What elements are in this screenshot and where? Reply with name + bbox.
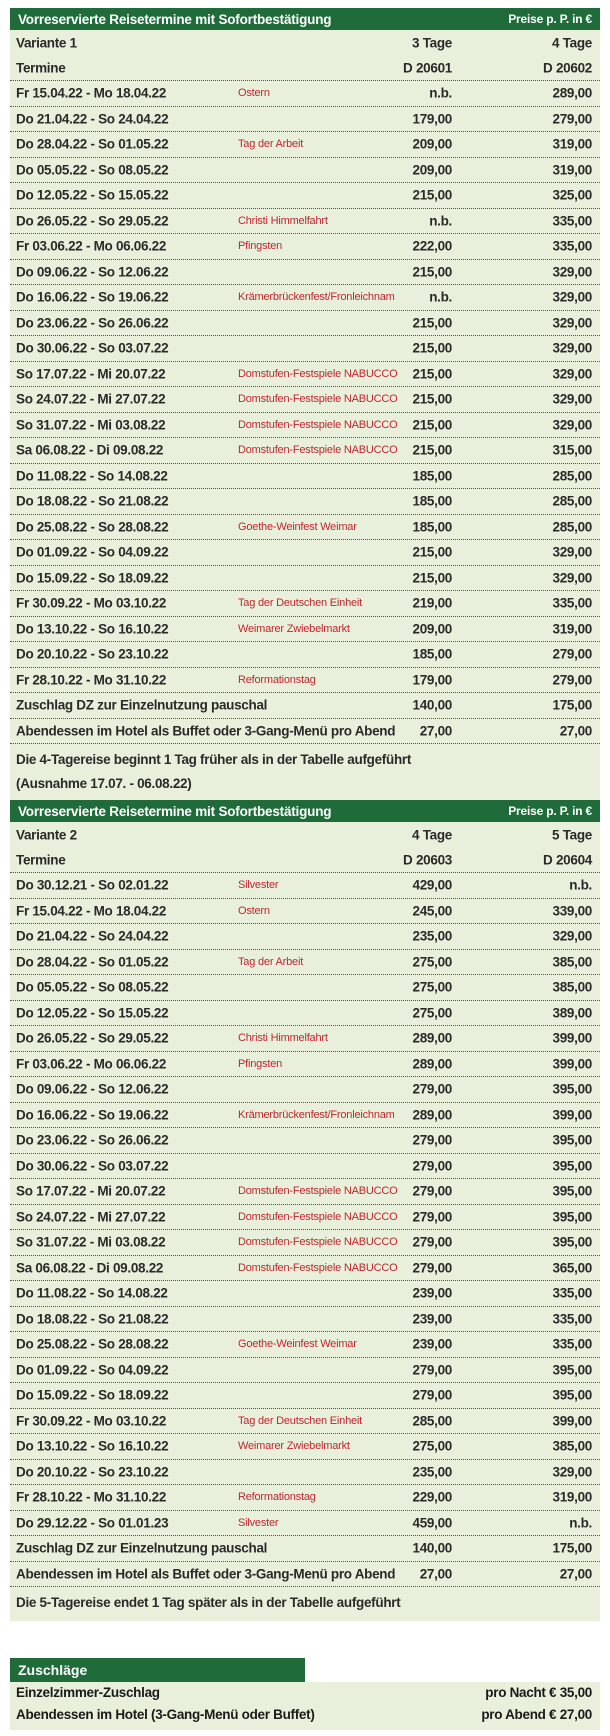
note-line-1: Die 4-Tagereise beginnt 1 Tag früher als in der Tabelle aufgeführt — [16, 752, 412, 767]
termine-table-variante-1 — [10, 8, 600, 802]
col1-label: 3 Tage — [412, 35, 452, 51]
extra-row — [10, 1536, 600, 1562]
table-header — [10, 800, 600, 822]
extra-row — [10, 719, 600, 745]
date-row — [10, 387, 600, 413]
event-label: Domstufen-Festspiele NABUCCO — [238, 444, 398, 457]
price-col2: 395,00 — [552, 1234, 592, 1250]
table-title: Vorreservierte Reisetermine mit Sofortbestätigung — [18, 11, 332, 27]
date-row — [10, 1205, 600, 1231]
date-row — [10, 1409, 600, 1435]
event-label: Ostern — [238, 904, 270, 917]
price-col1: 215,00 — [412, 391, 452, 407]
date-row — [10, 899, 600, 925]
note-line-2: (Ausnahme 17.07. - 06.08.22) — [16, 776, 192, 791]
termine-label: Termine — [16, 852, 66, 868]
date-range: Fr 30.09.22 - Mo 03.10.22 — [16, 595, 167, 611]
event-label: Christi Himmelfahrt — [238, 214, 328, 227]
date-range: So 31.07.22 - Mi 03.08.22 — [16, 417, 166, 433]
table-title: Vorreservierte Reisetermine mit Sofortbestätigung — [18, 803, 332, 819]
date-row — [10, 1026, 600, 1052]
price-col1: 285,00 — [412, 1413, 452, 1429]
variant-row — [10, 30, 600, 56]
price-col2: 329,00 — [552, 1464, 592, 1480]
price-col2: 385,00 — [552, 979, 592, 995]
event-label: Tag der Arbeit — [238, 955, 304, 968]
date-row — [10, 1485, 600, 1511]
date-range: Do 29.12.22 - So 01.01.23 — [16, 1515, 169, 1531]
date-range: Do 11.08.22 - So 14.08.22 — [16, 468, 168, 484]
price-col1: 215,00 — [412, 340, 452, 356]
price-col2: 395,00 — [552, 1132, 592, 1148]
price-col1: n.b. — [429, 85, 452, 101]
extra-label: Abendessen im Hotel als Buffet oder 3-Gang-Menü pro Abend — [16, 723, 396, 739]
date-range: Do 01.09.22 - So 04.09.22 — [16, 1362, 169, 1378]
date-row — [10, 362, 600, 388]
date-range: Do 16.06.22 - So 19.06.22 — [16, 289, 169, 305]
price-col1: 279,00 — [412, 1158, 452, 1174]
price-col1: 235,00 — [412, 1464, 452, 1480]
date-range: Do 25.08.22 - So 28.08.22 — [16, 1336, 169, 1352]
date-range: Do 16.06.22 - So 19.06.22 — [16, 1107, 169, 1123]
date-row — [10, 1179, 600, 1205]
price-col1: 27,00 — [419, 723, 452, 739]
event-label: Krämerbrückenfest/Fronleichnam — [238, 291, 395, 304]
date-row — [10, 1077, 600, 1103]
price-col1: 459,00 — [412, 1515, 452, 1531]
price-col2: 329,00 — [552, 264, 592, 280]
price-col2: 335,00 — [552, 238, 592, 254]
note-line-1: Die 5-Tagereise endet 1 Tag später als in der Tabelle aufgeführt — [16, 1595, 401, 1610]
date-row — [10, 1434, 600, 1460]
date-range: Do 28.04.22 - So 01.05.22 — [16, 954, 169, 970]
zuschlag-label: Einzelzimmer-Zuschlag — [16, 1685, 160, 1700]
date-row — [10, 260, 600, 286]
date-row — [10, 566, 600, 592]
col1-code: D 20603 — [403, 852, 452, 868]
col2-label: 5 Tage — [552, 827, 592, 843]
date-row — [10, 336, 600, 362]
date-range: Do 09.06.22 - So 12.06.22 — [16, 1081, 169, 1097]
date-range: So 24.07.22 - Mi 27.07.22 — [16, 1209, 166, 1225]
price-col1: 289,00 — [412, 1030, 452, 1046]
price-col1: 27,00 — [419, 1566, 452, 1582]
event-label: Reformationstag — [238, 673, 316, 686]
price-col1: 279,00 — [412, 1209, 452, 1225]
col1-code: D 20601 — [403, 60, 452, 76]
price-col1: 275,00 — [412, 979, 452, 995]
price-col2: 335,00 — [552, 595, 592, 611]
date-range: So 17.07.22 - Mi 20.07.22 — [16, 366, 166, 382]
date-range: Do 30.06.22 - So 03.07.22 — [16, 1158, 169, 1174]
date-row — [10, 975, 600, 1001]
date-row — [10, 209, 600, 235]
date-range: Do 28.04.22 - So 01.05.22 — [16, 136, 169, 152]
date-range: Do 21.04.22 - So 24.04.22 — [16, 928, 169, 944]
zuschlag-value: pro Abend € 27,00 — [481, 1707, 592, 1722]
table-header — [10, 8, 600, 30]
termine-row — [10, 848, 600, 874]
price-col2: 399,00 — [552, 1107, 592, 1123]
price-col2: 285,00 — [552, 468, 592, 484]
date-row — [10, 1383, 600, 1409]
price-col1: 215,00 — [412, 417, 452, 433]
event-label: Krämerbrückenfest/Fronleichnam — [238, 1108, 395, 1121]
price-col1: 215,00 — [412, 264, 452, 280]
price-col1: 289,00 — [412, 1056, 452, 1072]
price-col2: 315,00 — [552, 442, 592, 458]
price-col2: 285,00 — [552, 493, 592, 509]
date-row — [10, 81, 600, 107]
price-col2: 319,00 — [552, 136, 592, 152]
price-col1: n.b. — [429, 213, 452, 229]
date-range: Do 13.10.22 - So 16.10.22 — [16, 621, 169, 637]
price-col2: 395,00 — [552, 1209, 592, 1225]
zuschlag-value: pro Nacht € 35,00 — [485, 1685, 592, 1700]
event-label: Domstufen-Festspiele NABUCCO — [238, 393, 398, 406]
price-col1: 209,00 — [412, 162, 452, 178]
event-label: Tag der Deutschen Einheit — [238, 597, 363, 610]
price-note: Preise p. P. in € — [508, 12, 592, 26]
price-col2: 385,00 — [552, 1438, 592, 1454]
event-label: Silvester — [238, 1516, 279, 1529]
event-label: Tag der Arbeit — [238, 138, 304, 151]
price-col2: 395,00 — [552, 1362, 592, 1378]
date-range: So 24.07.22 - Mi 27.07.22 — [16, 391, 166, 407]
date-range: Do 20.10.22 - So 23.10.22 — [16, 646, 169, 662]
price-col2: 27,00 — [559, 1566, 592, 1582]
event-label: Domstufen-Festspiele NABUCCO — [238, 1236, 398, 1249]
date-row — [10, 464, 600, 490]
table-note — [10, 1587, 600, 1621]
price-col1: 429,00 — [412, 877, 452, 893]
date-range: Do 26.05.22 - So 29.05.22 — [16, 1030, 169, 1046]
price-note: Preise p. P. in € — [508, 804, 592, 818]
price-col2: 395,00 — [552, 1183, 592, 1199]
price-col2: 329,00 — [552, 340, 592, 356]
price-col2: n.b. — [569, 1515, 592, 1531]
date-range: Fr 03.06.22 - Mo 06.06.22 — [16, 1056, 167, 1072]
price-col2: 325,00 — [552, 187, 592, 203]
price-col1: 185,00 — [412, 646, 452, 662]
price-col2: 175,00 — [552, 697, 592, 713]
price-col1: 239,00 — [412, 1311, 452, 1327]
price-col2: 335,00 — [552, 1311, 592, 1327]
date-range: Fr 30.09.22 - Mo 03.10.22 — [16, 1413, 167, 1429]
price-col2: 399,00 — [552, 1056, 592, 1072]
price-col1: 275,00 — [412, 954, 452, 970]
date-row — [10, 413, 600, 439]
price-col1: 279,00 — [412, 1387, 452, 1403]
price-col1: 215,00 — [412, 315, 452, 331]
price-col1: 215,00 — [412, 570, 452, 586]
price-col2: 395,00 — [552, 1158, 592, 1174]
date-row — [10, 668, 600, 694]
price-col1: 229,00 — [412, 1489, 452, 1505]
price-col1: 239,00 — [412, 1336, 452, 1352]
date-row — [10, 234, 600, 260]
date-range: Do 15.09.22 - So 18.09.22 — [16, 1387, 169, 1403]
price-col1: 209,00 — [412, 136, 452, 152]
price-col1: 279,00 — [412, 1234, 452, 1250]
date-rows — [10, 873, 600, 1536]
zuschlag-row — [10, 1682, 600, 1704]
date-range: So 17.07.22 - Mi 20.07.22 — [16, 1183, 166, 1199]
date-row — [10, 1307, 600, 1333]
event-label: Domstufen-Festspiele NABUCCO — [238, 1210, 398, 1223]
date-row — [10, 1460, 600, 1486]
event-label: Weimarer Zwiebelmarkt — [238, 1440, 350, 1453]
date-range: Do 25.08.22 - So 28.08.22 — [16, 519, 169, 535]
price-col2: 329,00 — [552, 315, 592, 331]
price-col2: 399,00 — [552, 1413, 592, 1429]
date-row — [10, 1103, 600, 1129]
event-label: Domstufen-Festspiele NABUCCO — [238, 1261, 398, 1274]
price-col2: 335,00 — [552, 1285, 592, 1301]
event-label: Ostern — [238, 87, 270, 100]
price-col2: 319,00 — [552, 162, 592, 178]
price-col2: 395,00 — [552, 1387, 592, 1403]
event-label: Weimarer Zwiebelmarkt — [238, 622, 350, 635]
price-col1: 239,00 — [412, 1285, 452, 1301]
price-col1: 279,00 — [412, 1081, 452, 1097]
zuschlaege-body — [10, 1682, 600, 1730]
price-col2: 399,00 — [552, 1030, 592, 1046]
price-col2: 329,00 — [552, 289, 592, 305]
date-range: Do 23.06.22 - So 26.06.22 — [16, 1132, 169, 1148]
price-col1: 275,00 — [412, 1438, 452, 1454]
date-range: Do 12.05.22 - So 15.05.22 — [16, 1005, 169, 1021]
date-range: Fr 03.06.22 - Mo 06.06.22 — [16, 238, 167, 254]
date-range: Do 11.08.22 - So 14.08.22 — [16, 1285, 168, 1301]
date-range: Do 30.06.22 - So 03.07.22 — [16, 340, 169, 356]
date-range: Do 18.08.22 - So 21.08.22 — [16, 493, 169, 509]
event-label: Domstufen-Festspiele NABUCCO — [238, 418, 398, 431]
price-col2: 285,00 — [552, 519, 592, 535]
price-col2: 329,00 — [552, 544, 592, 560]
price-col1: 215,00 — [412, 442, 452, 458]
extra-row — [10, 1562, 600, 1588]
date-range: Do 12.05.22 - So 15.05.22 — [16, 187, 169, 203]
extra-rows — [10, 693, 600, 744]
date-range: Fr 28.10.22 - Mo 31.10.22 — [16, 672, 167, 688]
price-col1: 279,00 — [412, 1362, 452, 1378]
price-col2: 289,00 — [552, 85, 592, 101]
col2-label: 4 Tage — [552, 35, 592, 51]
col2-code: D 20604 — [543, 852, 592, 868]
date-row — [10, 1511, 600, 1537]
date-range: Do 09.06.22 - So 12.06.22 — [16, 264, 169, 280]
price-col1: n.b. — [429, 289, 452, 305]
price-col1: 215,00 — [412, 544, 452, 560]
price-col2: 329,00 — [552, 366, 592, 382]
price-col2: 175,00 — [552, 1540, 592, 1556]
date-row — [10, 1230, 600, 1256]
date-rows — [10, 81, 600, 693]
date-row — [10, 1128, 600, 1154]
date-row — [10, 515, 600, 541]
date-range: Do 05.05.22 - So 08.05.22 — [16, 162, 169, 178]
extra-rows — [10, 1536, 600, 1587]
date-row — [10, 950, 600, 976]
price-col1: 179,00 — [412, 111, 452, 127]
price-col1: 140,00 — [412, 1540, 452, 1556]
price-col1: 185,00 — [412, 468, 452, 484]
price-col1: 219,00 — [412, 595, 452, 611]
termine-table-variante-2 — [10, 800, 600, 1621]
date-row — [10, 489, 600, 515]
price-col1: 235,00 — [412, 928, 452, 944]
extra-row — [10, 693, 600, 719]
date-row — [10, 158, 600, 184]
date-range: Do 05.05.22 - So 08.05.22 — [16, 979, 169, 995]
event-label: Pfingsten — [238, 240, 283, 253]
date-range: Do 26.05.22 - So 29.05.22 — [16, 213, 169, 229]
price-col2: n.b. — [569, 877, 592, 893]
price-col1: 279,00 — [412, 1183, 452, 1199]
date-row — [10, 1256, 600, 1282]
price-col1: 279,00 — [412, 1260, 452, 1276]
date-row — [10, 107, 600, 133]
date-row — [10, 873, 600, 899]
date-range: Do 21.04.22 - So 24.04.22 — [16, 111, 169, 127]
price-col1: 289,00 — [412, 1107, 452, 1123]
price-col2: 365,00 — [552, 1260, 592, 1276]
price-col1: 215,00 — [412, 187, 452, 203]
price-col2: 279,00 — [552, 111, 592, 127]
variant-label: Variante 2 — [16, 827, 77, 843]
extra-label: Zuschlag DZ zur Einzelnutzung pauschal — [16, 697, 268, 713]
date-row — [10, 438, 600, 464]
variant-label: Variante 1 — [16, 35, 77, 51]
price-col2: 279,00 — [552, 672, 592, 688]
event-label: Goethe-Weinfest Weimar — [238, 520, 357, 533]
date-range: Fr 28.10.22 - Mo 31.10.22 — [16, 1489, 167, 1505]
variant-row — [10, 822, 600, 848]
price-col2: 395,00 — [552, 1081, 592, 1097]
date-row — [10, 591, 600, 617]
event-label: Pfingsten — [238, 1057, 283, 1070]
date-row — [10, 183, 600, 209]
date-row — [10, 642, 600, 668]
price-col1: 179,00 — [412, 672, 452, 688]
date-row — [10, 1281, 600, 1307]
date-range: So 31.07.22 - Mi 03.08.22 — [16, 1234, 166, 1250]
price-col2: 329,00 — [552, 417, 592, 433]
price-col1: 215,00 — [412, 366, 452, 382]
date-range: Fr 15.04.22 - Mo 18.04.22 — [16, 903, 167, 919]
date-row — [10, 1154, 600, 1180]
price-col1: 185,00 — [412, 493, 452, 509]
price-col1: 140,00 — [412, 697, 452, 713]
event-label: Reformationstag — [238, 1491, 316, 1504]
price-col2: 329,00 — [552, 928, 592, 944]
date-range: Do 15.09.22 - So 18.09.22 — [16, 570, 169, 586]
termine-row — [10, 56, 600, 82]
date-row — [10, 1052, 600, 1078]
col1-label: 4 Tage — [412, 827, 452, 843]
date-range: Sa 06.08.22 - Di 09.08.22 — [16, 442, 164, 458]
price-col2: 389,00 — [552, 1005, 592, 1021]
price-col1: 279,00 — [412, 1132, 452, 1148]
date-range: Do 13.10.22 - So 16.10.22 — [16, 1438, 169, 1454]
price-col2: 335,00 — [552, 213, 592, 229]
price-col2: 319,00 — [552, 1489, 592, 1505]
price-col2: 329,00 — [552, 391, 592, 407]
zuschlaege-header — [10, 1658, 305, 1682]
date-range: Do 01.09.22 - So 04.09.22 — [16, 544, 169, 560]
table-note — [10, 744, 600, 802]
price-col2: 339,00 — [552, 903, 592, 919]
zuschlag-label: Abendessen im Hotel (3-Gang-Menü oder Buffet) — [16, 1707, 315, 1722]
event-label: Domstufen-Festspiele NABUCCO — [238, 367, 398, 380]
event-label: Christi Himmelfahrt — [238, 1032, 328, 1045]
date-row — [10, 132, 600, 158]
price-col2: 279,00 — [552, 646, 592, 662]
zuschlag-row — [10, 1704, 600, 1726]
price-col2: 335,00 — [552, 1336, 592, 1352]
event-label: Goethe-Weinfest Weimar — [238, 1338, 357, 1351]
date-row — [10, 1332, 600, 1358]
event-label: Silvester — [238, 879, 279, 892]
event-label: Domstufen-Festspiele NABUCCO — [238, 1185, 398, 1198]
date-row — [10, 924, 600, 950]
date-range: Fr 15.04.22 - Mo 18.04.22 — [16, 85, 167, 101]
col2-code: D 20602 — [543, 60, 592, 76]
date-range: Sa 06.08.22 - Di 09.08.22 — [16, 1260, 164, 1276]
zuschlaege-title: Zuschläge — [18, 1662, 88, 1678]
date-row — [10, 311, 600, 337]
extra-label: Zuschlag DZ zur Einzelnutzung pauschal — [16, 1540, 268, 1556]
date-range: Do 18.08.22 - So 21.08.22 — [16, 1311, 169, 1327]
price-col1: 209,00 — [412, 621, 452, 637]
date-row — [10, 1358, 600, 1384]
date-row — [10, 540, 600, 566]
date-row — [10, 617, 600, 643]
event-label: Tag der Deutschen Einheit — [238, 1414, 363, 1427]
price-col1: 185,00 — [412, 519, 452, 535]
termine-label: Termine — [16, 60, 66, 76]
price-col1: 245,00 — [412, 903, 452, 919]
extra-label: Abendessen im Hotel als Buffet oder 3-Gang-Menü pro Abend — [16, 1566, 396, 1582]
date-row — [10, 1001, 600, 1027]
price-col1: 275,00 — [412, 1005, 452, 1021]
price-col2: 385,00 — [552, 954, 592, 970]
date-range: Do 30.12.21 - So 02.01.22 — [16, 877, 169, 893]
price-col2: 319,00 — [552, 621, 592, 637]
date-range: Do 23.06.22 - So 26.06.22 — [16, 315, 169, 331]
date-row — [10, 285, 600, 311]
date-range: Do 20.10.22 - So 23.10.22 — [16, 1464, 169, 1480]
price-col2: 27,00 — [559, 723, 592, 739]
price-col1: 222,00 — [412, 238, 452, 254]
price-col2: 329,00 — [552, 570, 592, 586]
